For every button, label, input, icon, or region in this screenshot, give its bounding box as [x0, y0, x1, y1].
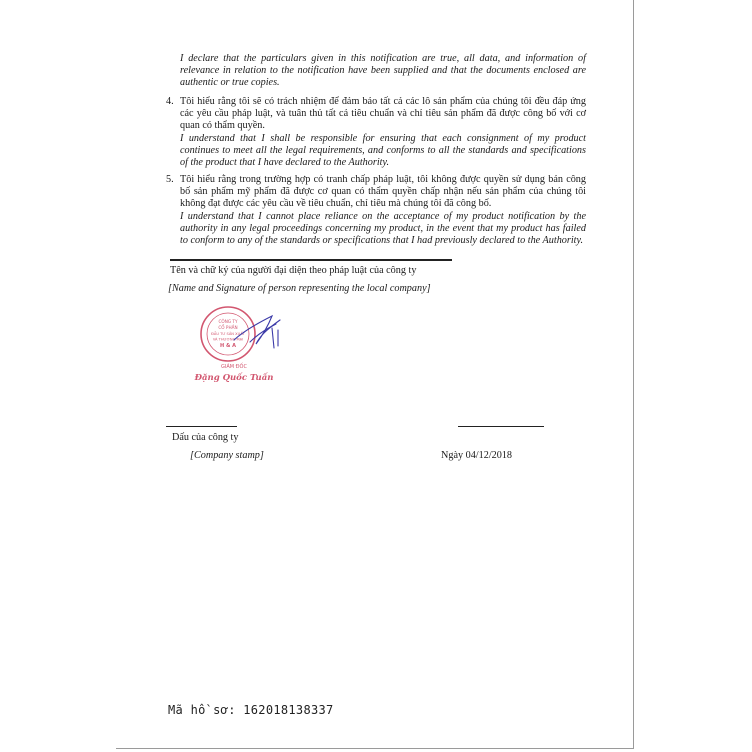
date-text: Ngày 04/12/2018: [441, 450, 513, 461]
signature-label-vietnamese: Tên và chữ ký của người đại diện theo pháp luật của công ty: [170, 265, 417, 276]
declaration-5-vietnamese: Tôi hiểu rằng trong trường hợp có tranh chấp pháp luật, tôi không được quyền sử dụng bản công bố sản phẩm mỹ phẩm đã được cơ quan có thẩm quyền chấp nhận nếu sản phẩm của chúng tôi không đạt được các yêu cầu về tiêu chuẩn, chỉ tiêu mà chúng tôi đã công bố.: [180, 174, 586, 210]
page-border-right: [633, 0, 634, 748]
company-stamp-label-vietnamese: Dấu của công ty: [172, 432, 239, 443]
stamp-line-5: H & A: [220, 343, 236, 349]
signatory-name: Đặng Quốc Tuấn: [194, 373, 274, 383]
separator-line: [170, 259, 452, 261]
signatory-title: GIÁM ĐỐC: [221, 364, 247, 370]
item-number-5: 5.: [166, 174, 174, 185]
item-number-4: 4.: [166, 96, 174, 107]
declaration-4-english: I understand that I shall be responsible for ensuring that each consignment of my product continues to meet all the legal requirements, and conforms to all the standards and specifications of the product that I have declared to the Authority.: [180, 133, 586, 169]
signature-label-english: [Name and Signature of person representing the local company]: [168, 283, 431, 294]
company-stamp-image: [190, 300, 300, 400]
page-border-bottom: [116, 748, 634, 749]
declaration-5-english: I understand that I cannot place reliance on the acceptance of my product notification by the authority in any legal proceedings concerning my product, in the event that my product has failed to conform to any of the standards or specifications that I had previously declared to the Authority.: [180, 211, 586, 247]
stamp-line-1: CÔNG TY: [218, 319, 238, 324]
stamp-line-2: CỔ PHẦN: [218, 325, 238, 330]
stamp-line-3: ĐẦU TƯ SẢN XUẤT: [211, 332, 245, 336]
company-stamp-label-english: [Company stamp]: [190, 450, 264, 461]
stamp-line-4: VÀ THƯƠNG MẠI: [212, 337, 244, 342]
date-underline: [458, 426, 544, 427]
record-code: Mã hồ sơ: 162018138337: [168, 703, 334, 717]
stamp-underline: [166, 426, 237, 427]
declaration-4-vietnamese: Tôi hiểu rằng tôi sẽ có trách nhiệm để đảm bảo tất cả các lô sản phẩm của chúng tôi đều đáp ứng các yêu cầu pháp luật, và tuân thủ tất cả tiêu chuẩn và chỉ tiêu sản phẩm đã được công bố với cơ quan có thẩm quyền.: [180, 96, 586, 132]
declaration-3-english: I declare that the particulars given in this notification are true, all data, and information of relevance in relation to the notification have been supplied and that the documents enclosed are authentic or true copies.: [180, 53, 586, 89]
